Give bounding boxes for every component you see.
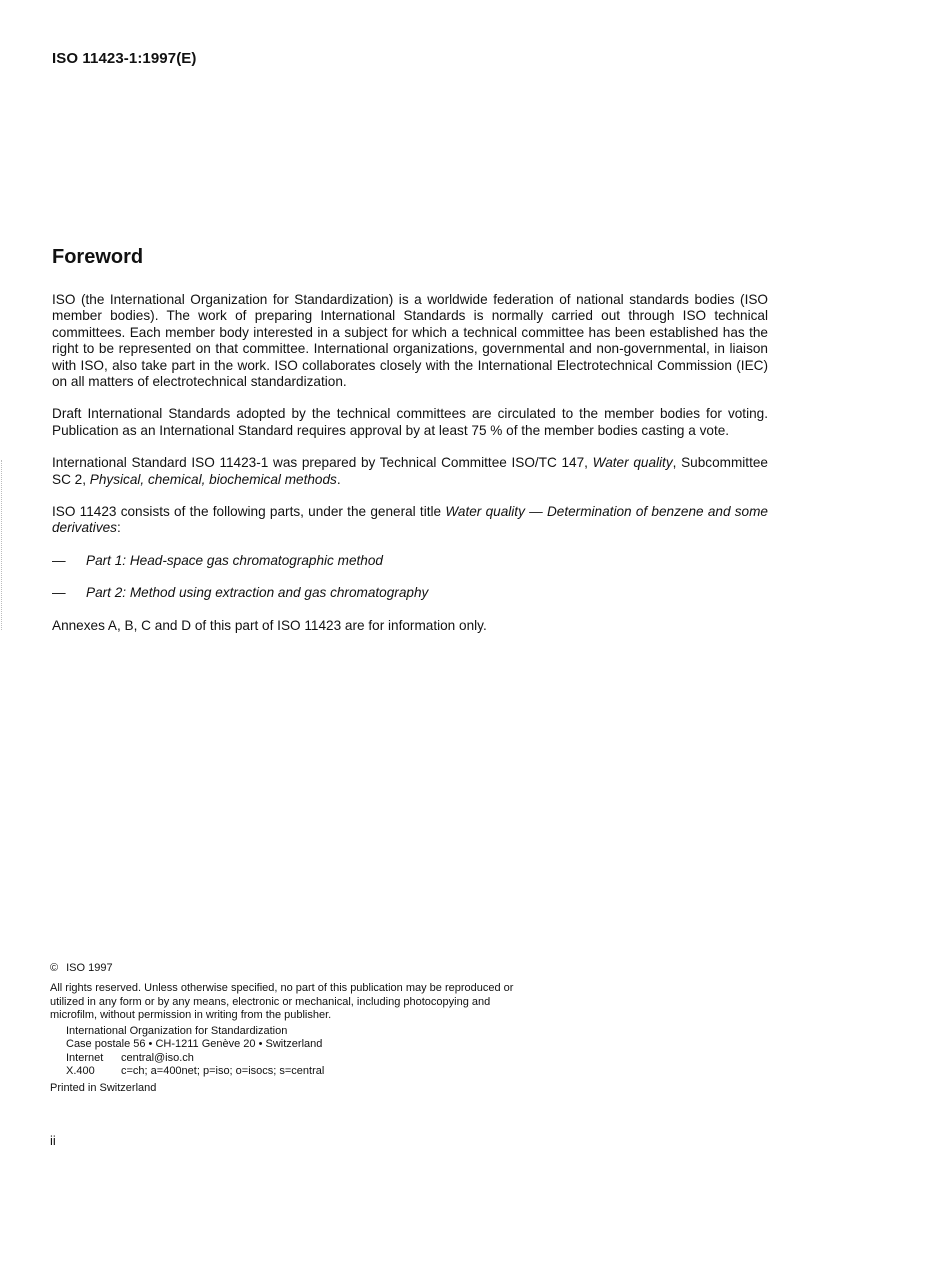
general-title: Water quality — Determination of benzene and some derivatives <box>52 504 768 536</box>
preparation-text-b: , Subcommittee SC 2, <box>52 455 768 487</box>
preparation-subcommittee-title: Physical, chemical, biochemical methods <box>89 471 337 487</box>
printed-in: Printed in Switzerland <box>50 1082 157 1095</box>
preparation-text-c: . <box>336 471 341 487</box>
list-dash: — <box>52 552 66 568</box>
list-dash: — <box>52 585 66 601</box>
part-1-title: Part 1: Head-space gas chromatographic method <box>86 552 383 568</box>
document-id: ISO 11423-1:1997(E) <box>52 50 197 67</box>
internet-label: Internet <box>66 1051 104 1064</box>
organization-name: International Organization for Standardization <box>66 1025 288 1038</box>
preparation-text-a: International Standard ISO 11423-1 was prepared by Technical Committee ISO/TC 147, <box>52 455 593 471</box>
section-title: Foreword <box>52 246 144 268</box>
list-item <box>52 553 768 569</box>
copyright-block <box>50 962 530 1096</box>
postal-address: Case postale 56 • CH-1211 Genève 20 • Switzerland <box>66 1038 323 1051</box>
foreword-body <box>52 292 768 650</box>
margin-mark <box>1 460 3 630</box>
copyright-text: ISO 1997 <box>66 962 113 974</box>
paragraph-iso-intro: ISO (the International Organization for Standardization) is a worldwide federation of national standards bodies (ISO member bodies). The work of preparing International Standards is normally carried out through ISO technical committees. Each member body interested in a subject for which a technical committee has been established has the right to be represented on that committee. International organizations, governmental and non-governmental, in liaison with ISO, also take part in the work. ISO collaborates closely with the International Electrotechnical Commission (IEC) on all matters of electrotechnical standardization. <box>52 292 768 390</box>
paragraph-annexes: Annexes A, B, C and D of this part of ISO 11423 are for information only. <box>52 617 487 633</box>
paragraph-parts-intro <box>52 504 768 537</box>
internet-row <box>66 1052 530 1065</box>
copyright-icon: © <box>50 962 59 974</box>
part-2-title: Part 2: Method using extraction and gas chromatography <box>86 585 429 601</box>
internet-value: central@iso.ch <box>121 1051 194 1064</box>
rights-statement: All rights reserved. Unless otherwise specified, no part of this publication may be reproduced or utilized in any form or by any means, electronic or mechanical, including photocopying and microfilm, without permission in writing from the publisher. <box>50 982 514 1021</box>
publisher-address <box>50 1025 530 1078</box>
parts-intro-text: ISO 11423 consists of the following parts, under the general title <box>52 504 446 520</box>
parts-intro-colon: : <box>116 520 121 536</box>
preparation-committee-title: Water quality <box>592 455 673 471</box>
x400-value: c=ch; a=400net; p=iso; o=isocs; s=central <box>121 1065 325 1078</box>
x400-row <box>66 1065 530 1078</box>
paragraph-draft-standards: Draft International Standards adopted by the technical committees are circulated to the member bodies for voting. Publication as an International Standard requires approval by at least 75 % of the member bodies casting a vote. <box>52 406 768 438</box>
list-item <box>52 585 768 601</box>
copyright-line <box>50 962 530 975</box>
page-number: ii <box>50 1133 56 1148</box>
x400-label: X.400 <box>66 1065 95 1078</box>
paragraph-preparation <box>52 455 768 488</box>
